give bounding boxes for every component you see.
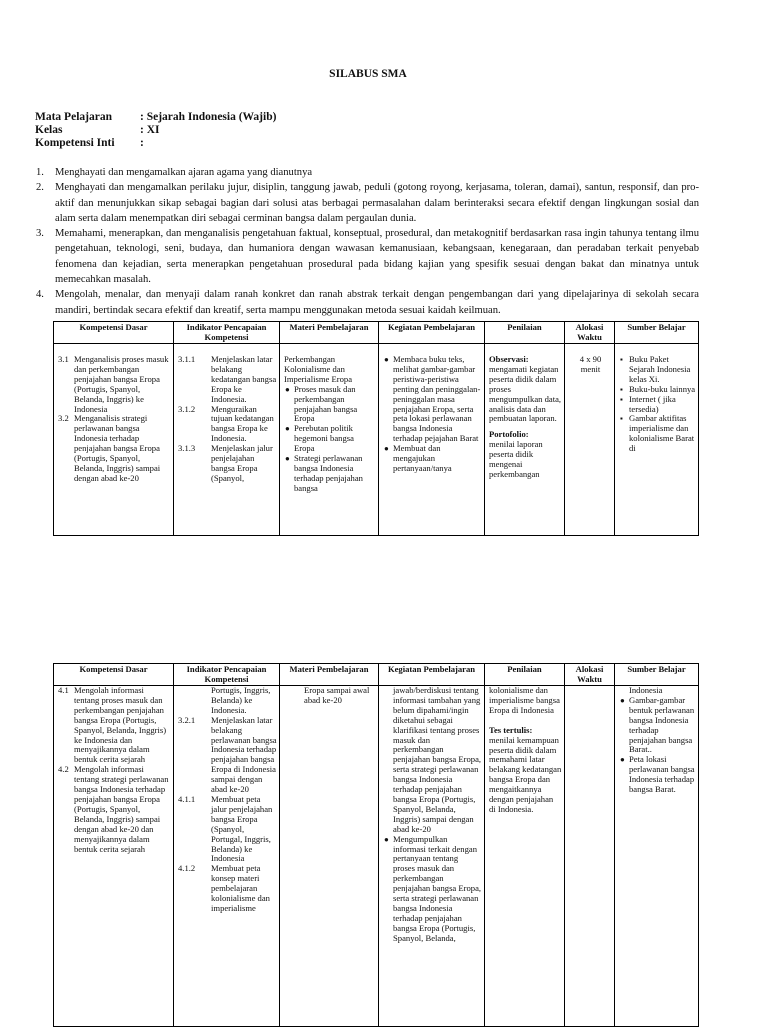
- core-competence-item: 2. Menghayati dan mengamalkan perilaku jujur, disiplin, tanggung jawab, peduli (gotong royong, kerjasama, toleran, damai), santun, responsif, dan pro-aktif dan menunjukkan sikap sebagai bagian dari solusi atas berbagai permasalahan dalam berinteraksi secara efektif dengan lingkungan sosial dan alam serta dalam menempatkan diri sebagai cerminan bangsa dalam pergaulan dunia.: [36, 182, 699, 224]
- indikator-continued: Portugis, Inggris, Belanda) ke Indonesia.: [211, 685, 271, 715]
- indikator-item: 3.1.1 Menjelaskan latar belakang kedatangan bangsa Eropa ke Indonesia.: [178, 354, 277, 404]
- subject-info: [35, 111, 276, 150]
- kd-item: 3.1 Menganalisis proses masuk dan perkembangan penjajahan bangsa Eropa (Portugis, Spanyol, Belanda, Inggris) ke Indonesia: [58, 354, 169, 414]
- header-penilaian: Penilaian: [485, 664, 565, 686]
- kd-item: 3.2 Menganalisis strategi perlawanan bangsa Indonesia terhadap penjajahan bangsa Eropa (Portugis, Spanyol, Belanda, Inggris) sampai dengan abad ke-20: [58, 413, 161, 483]
- header-indikator: Indikator Pencapaian Kompetensi: [174, 322, 280, 344]
- materi-intro: Perkembangan Kolonialisme dan Imperialisme Eropa: [284, 354, 353, 384]
- core-competence-item: 1. Menghayati dan mengamalkan ajaran agama yang dianutnya: [36, 167, 313, 178]
- meta-label: Kelas: [35, 124, 63, 136]
- kd-item: 4.1 Mengolah informasi tentang proses masuk dan perkembangan penjajahan bangsa Eropa (Portugis, Spanyol, Belanda, Inggris) ke Indonesia dan menyajikannya dalam bentuk cerita sejarah: [58, 685, 167, 765]
- sumber-item: ▪ Buku-buku lainnya: [620, 383, 696, 394]
- kd-item: 4.2 Mengolah informasi tentang strategi perlawanan bangsa Indonesia terhadap penjajahan bangsa Eropa (Portugis, Spanyol, Belanda, Inggris) sampai dengan abad ke-20 dan menyajikannya dalam bentuk cerita sejarah: [58, 764, 169, 854]
- penilaian-text: mengamati kegiatan peserta didik dalam proses mengumpulkan data, analisis data dan pembuatan laporan.: [489, 363, 562, 424]
- header-materi: Materi Pembelajaran: [280, 664, 379, 686]
- penilaian-label: Tes tertulis:: [489, 724, 533, 735]
- header-alokasi: Alokasi Waktu: [565, 322, 615, 344]
- header-kegiatan: Kegiatan Pembelajaran: [379, 664, 485, 686]
- indikator-item: 4.1.2 Membuat peta konsep materi pembelajaran kolonialisme dan imperialisme: [178, 863, 270, 913]
- sumber-item: ● Peta lokasi perlawanan bangsa Indonesia terhadap bangsa Barat.: [620, 754, 695, 795]
- penilaian-continued: kolonialisme dan imperialisme bangsa Eropa di Indonesia: [489, 685, 560, 715]
- core-competence-list: [36, 165, 699, 318]
- meta-row-class: [35, 124, 276, 137]
- materi-item: ● Proses masuk dan perkembangan penjajahan bangsa Eropa: [285, 383, 358, 424]
- cell-kegiatan: [379, 686, 485, 1027]
- table-header-row: [54, 664, 699, 686]
- table-row: [54, 344, 699, 536]
- kegiatan-item: ● Membaca buku teks, melihat gambar-gambar peristiwa-peristiwa penting dan peninggalan-peninggalan masa penjajahan Eropa, serta peta lokasi perlawanan bangsa Indonesia terhadap pejajahan Barat: [384, 354, 481, 444]
- table-header-row: [54, 322, 699, 344]
- meta-row-core-competence: [35, 137, 276, 150]
- meta-value: : XI: [140, 124, 160, 136]
- sumber-item: ▪ Buku Paket Sejarah Indonesia kelas Xi.: [620, 354, 691, 384]
- header-materi: Materi Pembelajaran: [280, 322, 379, 344]
- cell-sumber: [615, 686, 699, 1027]
- syllabus-table-1: [53, 321, 699, 536]
- header-sumber: Sumber Belajar: [615, 322, 699, 344]
- sumber-item: ▪ Internet ( jika tersedia): [620, 393, 676, 414]
- cell-materi: [280, 344, 379, 536]
- kegiatan-item: ● Membuat dan mengajukan pertanyaan/tanya: [384, 443, 452, 473]
- table-row: [54, 686, 699, 1027]
- cell-alokasi: [565, 686, 615, 1027]
- penilaian-text: menilai kemampuan peserta didik dalam memahami latar belakang kedatangan bangsa Eropa dan mengaitkannya dengan penjajahan di Indonesia.: [489, 734, 562, 814]
- cell-kompetensi-dasar: [54, 344, 174, 536]
- core-competence-item: 4. Mengolah, menalar, dan menyaji dalam ranah konkret dan ranah abstrak terkait dengan pengembangan dari yang dipelajarinya di sekolah secara mandiri, bertindak secara efektif dan kreatif, serta mampu menggunakan metoda sesuai kaidah keilmuan.: [36, 289, 699, 316]
- sumber-item: ▪ Gambar aktifitas imperialisme dan kolonialisme Barat di: [620, 413, 695, 454]
- header-kompetensi-dasar: Kompetensi Dasar: [54, 664, 174, 686]
- cell-penilaian: [485, 344, 565, 536]
- meta-value: :: [140, 137, 144, 149]
- meta-value: : Sejarah Indonesia (Wajib): [140, 111, 277, 123]
- cell-alokasi: [565, 344, 615, 536]
- page-title: SILABUS SMA: [329, 68, 407, 80]
- cell-indikator: [174, 344, 280, 536]
- sumber-item: ● Gambar-gambar bentuk perlawanan bangsa Indonesia terhadap penjajahan bangsa Barat..: [620, 694, 695, 755]
- cell-kompetensi-dasar: [54, 686, 174, 1027]
- core-competence-item: 3. Memahami, menerapkan, dan menganalisis pengetahuan faktual, konseptual, prosedural, dan metakognitif berdasarkan rasa ingin tahunya tentang ilmu pengetahuan, teknologi, seni, budaya, dan humaniora dengan wawasan kemanusiaan, kebangsaan, kenegaraan, dan peradaban terkait penyebab fenomena dan kejadian, serta menerapkan pengetahuan prosedural pada bidang kajian yang spesifik sesuai dengan bakat dan minatnya untuk memecahkan masalah.: [36, 228, 699, 286]
- kegiatan-continued: jawab/berdiskusi tentang informasi tambahan yang belum dipahami/ingin diketahui sebagai klarifikasi tentang proses masuk dan perkembangan penjajahan bangsa Eropa, serta strategi perlawanan bangsa Indonesia terhadap penjajahan bangsa Eropa (Portugis, Spanyol, Belanda, Inggris) sampai dengan abad ke-20: [393, 685, 482, 834]
- syllabus-table-2: [53, 663, 699, 1027]
- kegiatan-item: ● Mengumpulkan informasi terkait dengan pertanyaan tentang proses masuk dan perkembangan penjajahan bangsa Eropa, serta strategi perlawanan bangsa Indonesia terhadap penjajahan bangsa Eropa (Portugis, Spanyol, Belanda,: [384, 833, 482, 943]
- meta-label: Mata Pelajaran: [35, 111, 112, 123]
- meta-label: Kompetensi Inti: [35, 137, 115, 149]
- header-penilaian: Penilaian: [485, 322, 565, 344]
- meta-row-subject: [35, 111, 276, 124]
- penilaian-label: Observasi:: [489, 354, 529, 364]
- header-kegiatan: Kegiatan Pembelajaran: [379, 322, 485, 344]
- indikator-item: 3.1.2 Menguraikan tujuan kedatangan bangsa Eropa ke Indonesia.: [178, 403, 274, 444]
- cell-sumber: [615, 344, 699, 536]
- indikator-item: 3.1.3 Menjelaskan jalur penjelajahan bangsa Eropa (Spanyol,: [178, 443, 273, 483]
- alokasi-waktu: 4 x 90 menit: [579, 354, 602, 374]
- cell-penilaian: [485, 686, 565, 1027]
- cell-kegiatan: [379, 344, 485, 536]
- penilaian-text: menilai laporan peserta didik mengenai perkembangan: [489, 439, 543, 479]
- indikator-item: 4.1.1 Membuat peta jalur penjelajahan bangsa Eropa (Spanyol, Portugal, Inggris, Belanda) ke Indonesia: [178, 793, 273, 864]
- sumber-continued: Indonesia: [629, 685, 663, 695]
- header-alokasi: Alokasi Waktu: [565, 664, 615, 686]
- header-indikator: Indikator Pencapaian Kompetensi: [174, 664, 280, 686]
- penilaian-label: Portofolio:: [489, 429, 529, 440]
- materi-continued: Eropa sampai awal abad ke-20: [304, 685, 370, 705]
- cell-indikator: [174, 686, 280, 1027]
- materi-item: ● Perebutan politik hegemoni bangsa Eropa: [285, 423, 354, 454]
- indikator-item: 3.2.1 Menjelaskan latar belakang perlawanan bangsa Indonesia terhadap penjajahan bangsa Eropa di Indonesia sampai dengan abad ke-20: [178, 714, 277, 795]
- materi-item: ● Strategi perlawanan bangsa Indonesia terhadap penjajahan bangsa: [285, 453, 363, 493]
- header-kompetensi-dasar: Kompetensi Dasar: [54, 322, 174, 344]
- header-sumber: Sumber Belajar: [615, 664, 699, 686]
- cell-materi: [280, 686, 379, 1027]
